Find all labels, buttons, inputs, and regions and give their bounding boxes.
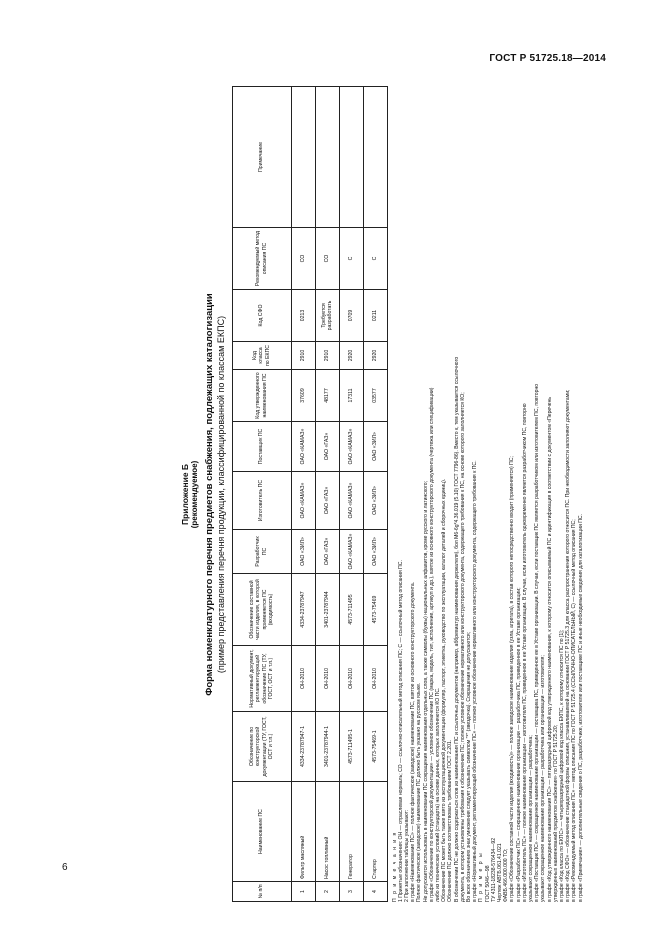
cell-ekps-class-code: 2920 [339,342,363,370]
note-line: в графе «Изготовитель ПС» — полное наименование организации — изготовителя ПС, приведенное в ее Уставе организации. В случае, если изготовитель одновременно является разработчиком ПС, повторно [521,403,528,902]
table-row [291,87,315,902]
cell-remark [363,87,387,228]
note-line: Во всех обозначениях знак умножения следует указывать символом "*" (звездочка). Сокращения не допускаются; [466,631,473,902]
annex-title: Приложение Б [180,463,190,526]
cell-number: 4 [363,882,387,902]
cell-manufacturer: ОАО «ЗИЛ» [363,472,387,530]
note-line: в графе «Разработчик ПС» — сокращенное наименование организации — разработчика ПС, приведенное в ее Уставе организации; [515,587,522,902]
column-header-description-method: Рекомендуемый метод описания ПС [232,228,291,290]
note-line: в графе «Обозначение составной части изделия (входимость)» — полное заводское наименование изделия (узла, агрегата), в состав которого непосредственно входит (применяется) ПС; [509,456,516,902]
note-line: указывают сокращенное наименование организации — разработчика; [528,735,535,902]
cell-component-designation: 4573-75469 [363,574,387,646]
cell-sfo-code: 0709 [339,290,363,342]
table-row [339,87,363,902]
cell-ekps-class-code: 2910 [291,342,315,370]
cell-number: 1 [291,882,315,902]
table-row [315,87,339,902]
note-line: в графе «Примечание» — дополнительные сведения о ПС, разработчике, изготовителе или поставщике ПС и иные необходимые сведения для каталогизации ПС. [577,513,584,902]
cell-manufacturer: ОАО «КАМАЗ» [339,472,363,530]
cell-manufacturer: ОАО «КАМАЗ» [291,472,315,530]
table-header-row [232,87,291,902]
cell-ekps-class-code: 2910 [315,342,339,370]
column-header-design-designation: Обозначение по конструкторской документации (ТУ, ГОСТ, ОСТ и т.п.) [232,712,291,782]
cell-developer: ОАО «КАМАЗ» [339,530,363,574]
form-title: Форма номенклатурного перечня предметов снабжения, подлежащих каталогизации [203,293,215,696]
note-line: ГОСТ 5046—98 [484,865,491,902]
cell-sfo-code: 0211 [363,290,387,342]
cell-ekps-class-code: 2920 [363,342,387,370]
note-line: Чертеж АВТБ.061.41.021 [497,843,504,902]
cell-component-designation: 3401-23787944 [315,574,339,646]
cell-remark [291,87,315,228]
notes-block [392,87,584,902]
cell-component-designation: 4573-711495 [339,574,363,646]
note-line: в графе «Код утвержденного наименования ПС» — пятиразрядный цифровой код утвержденного наименования, к которому относится описываемый ПС и идентификация в соответствии с документом «Перечень [546,396,553,902]
cell-developer: ОАО «ГАЗ» [315,530,339,574]
column-header-number: № п/п [232,882,291,902]
column-header-name: Наименование ПС [232,782,291,882]
nomenclature-table [232,86,388,902]
cell-name: Насос топливный [315,782,339,882]
note-line: либо из технических условий (стандарта) на основе данных, которых заполняются КО ПС. [435,687,442,902]
rotated-content [92,87,612,902]
cell-description-method: СО [291,228,315,290]
cell-sfo-code: 0213 [291,290,315,342]
column-header-manufacturer: Изготовитель ПС [232,472,291,530]
cell-supplier: ОАО «КАМАЗ» [339,422,363,472]
annex-status: (рекомендуемое) [190,460,200,529]
cell-design-designation: 4334-23787947-1 [291,712,315,782]
note-line: в графе «Рекомендуемый метод описания ПС» — метод описания ПС по ГОСТ Р 51725.4 (ССЫЛОЧНО-ОПИСАТЕЛЬНЫЙ, С) — ссылочный метод описания ПС; [571,519,578,902]
document-code-header: ГОСТ Р 51725.18—2014 [489,53,606,64]
cell-supplier: ОАО «ГАЗ» [315,422,339,472]
cell-developer: ОАО «ЗИЛ» [363,530,387,574]
cell-number: 2 [315,882,339,902]
note-line: Не допускается использовать в наименовании ПС сокращения наименования отдельных слов, а также символы (буквы) национальных алфавитов, кроме русского и латинского; [422,481,429,902]
note-line: Обозначение ПС может быть также взято из эксплуатационной документации (формуляр, паспорт, этикетка, руководство по эксплуатации, каталог деталей и сборочных единиц). [441,478,448,902]
note-line: документа, в котором установлены требования к обозначению ПС; полное условное обозначение нормативного или конструкторского документа, содержащего требования к ПС, на основе которого заполняется КО; [459,392,466,902]
note-line: указывают сокращенное наименование организации — разработчика или организации — изготовителя; [540,655,547,902]
cell-remark [339,87,363,228]
cell-supplier: ОАО «КАМАЗ» [291,422,315,472]
cell-design-designation: 4573-711495-1 [339,712,363,782]
note-line: в графе «Поставщик ПС» — сокращенное наименование организации — поставщика ПС, приведенное ее в Уставе организации. В случае, если поставщик ПС является разработчиком или изготовителем ПС, повторно [534,383,541,902]
cell-component-designation: 4334-23787947 [291,574,315,646]
cell-normative-document: ОН-2010 [363,646,387,712]
column-header-supplier: Поставщик ПС [232,422,291,472]
cell-approved-name-code: 48177 [315,370,339,422]
column-header-ekps-class-code: Код класса по ЕКПС [232,342,291,370]
cell-description-method: С [339,228,363,290]
cell-design-designation: 3401-23787944-1 [315,712,339,782]
cell-supplier: ОАО «ЗИЛ» [363,422,387,472]
note-line: Обозначение ПС должно соответствовать требованиям ГОСТ 2.201. [447,739,454,902]
cell-name: Генератор [339,782,363,882]
cell-normative-document: ОН-2010 [339,646,363,712]
column-header-normative-document: Нормативный документ, регламентирующий обозначение ПС (ТУ, ГОСТ, ОСТ и т.п.) [232,646,291,712]
cell-number: 3 [339,882,363,902]
cell-approved-name-code: 03577 [363,370,387,422]
cell-design-designation: 4573-75469-1 [363,712,387,782]
form-subtitle: (пример представления перечня продукции, классифицированной по классам ЕКПС) [215,315,226,674]
cell-remark [315,87,339,228]
cell-developer: ОАО «ЗИЛ» [291,530,315,574]
cell-manufacturer: ОАО «ГАЗ» [315,472,339,530]
cell-sfo-code: Требуется разработать [315,290,339,342]
cell-name: Фильтр масляный [291,782,315,882]
column-header-approved-name-code: Код утвержденного наименования ПС [232,370,291,422]
note-line: в графе «Код класса по ЕКПС» — четырехразрядный цифровой код класса ЕКПС, к которому относится ПС по [1]; [559,629,566,902]
column-header-sfo-code: Код СФО [232,290,291,342]
cell-normative-document: ОН-2010 [315,646,339,712]
cell-description-method: С [363,228,387,290]
column-header-developer: Разработчик ПС [232,530,291,574]
cell-name: Стартер [363,782,387,882]
note-line: ФАВБ.466.000.000 ТО; [503,848,510,902]
table-row [363,87,387,902]
notes-heading: П р и м е ч а н и я [391,831,398,902]
note-line: В обозначении ПС не должно содержаться слов из наименования ПС и ссылочных документов (например, аббревиатур наименования держателя), бол М6-6g*4.36.019 (5.10) ГОСТ 7796-86). Вместо к, тем указывается ссылочного [453,356,460,902]
note-line: в графе «Код СФО» — обозначение стандартной формы описания, устанавливаемой на основании ГОСТ Р 51725.3 для класса распространения которого относится ПС. При необходимости заполняют документами; [565,389,572,902]
cell-approved-name-code: 17311 [339,370,363,422]
note-line: в графе «Наименование ПС» — полное фактическое (заводское) наименование ПС, взятое из основного конструкторского документа. [410,581,417,902]
note-line: в графе «Нормативный документ, регламентирующий обозначение ПС» — полное условное обозначение нормативного или конструкторского документа, содержащего требования к ПС. [472,460,479,902]
note-line: 1 Принятые обозначения: ОН — отраслевая нормаль; СО — ссылочно-описательный метод описания ПС; С — ссылочный метод описания ПС. [397,560,404,902]
annex-heading [92,87,200,902]
note-line: ТУ 4311-18238-576434—92 [490,837,497,902]
examples-heading: П р и м е р ы [478,851,485,902]
cell-approved-name-code: 37609 [291,370,315,422]
cell-normative-document: ОН-2010 [291,646,315,712]
note-line: 2 При заполнении таблицы указывают: [404,809,410,902]
note-line: Полное фактическое (заводское) наименование ПС должно быть указано на русском языке. [416,682,423,902]
column-header-component-designation: Обозначение составной части изделия, в которой применяется ПС (входимость) [232,574,291,646]
page-number: 6 [62,862,68,873]
cell-description-method: СО [315,228,339,290]
note-line: в графе «Обозначение по конструкторской документации» — условное обозначение ПС (марка, модель, тип, исполнение, артикул и др.), взятое из основного конструкторского документа (чертежа или спецификации) [428,387,435,902]
column-header-remark: Примечание [232,87,291,228]
note-line: утвержденных наименований предметов снабжения» по ГОСТ Р 51725.20; [552,724,559,902]
